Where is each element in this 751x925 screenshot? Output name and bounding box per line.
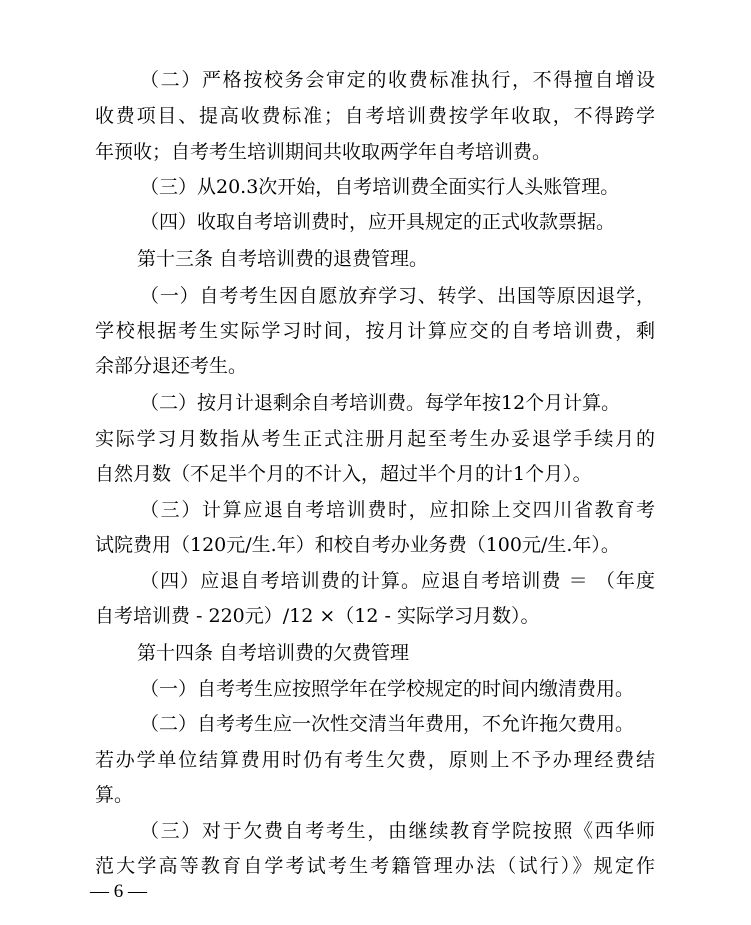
text-line: （一）自考考生应按照学年在学校规定的时间内缴清费用。 <box>140 678 635 700</box>
text-line: （二）按月计退剩余自考培训费。每学年按12个月计算。 <box>140 392 621 414</box>
text-line: （三）对于欠费自考考生，由继续教育学院按照《西华师 <box>140 820 655 842</box>
text-line: 余部分退还考生。 <box>95 355 248 377</box>
text-line: （二）严格按校务会审定的收费标准执行，不得擅自增设 <box>140 69 655 91</box>
text-line: 学校根据考生实际学习时间，按月计算应交的自考培训费，剩 <box>95 320 655 342</box>
text-line: 第十四条 自考培训费的欠费管理 <box>137 642 410 664</box>
text-line: 实际学习月数指从考生正式注册月起至考生办妥退学手续月的 <box>95 428 655 450</box>
text-line: 自然月数（不足半个月的不计入，超过半个月的计1个月）。 <box>95 463 592 485</box>
text-line: 试院费用（120元/生.年）和校自考办业务费（100元/生.年）。 <box>95 534 620 556</box>
text-line: 若办学单位结算费用时仍有考生欠费，原则上不予办理经费结 <box>95 749 655 771</box>
text-line: 收费项目、提高收费标准；自考培训费按学年收取，不得跨学 <box>95 105 655 127</box>
text-line: （三）从20.3次开始，自考培训费全面实行人头账管理。 <box>140 176 620 198</box>
text-line: 年预收；自考考生培训期间共收取两学年自考培训费。 <box>95 141 552 163</box>
text-line: （三）计算应退自考培训费时，应扣除上交四川省教育考 <box>140 499 655 521</box>
text-line: （二）自考考生应一次性交清当年费用，不允许拖欠费用。 <box>140 713 635 735</box>
text-line: （一）自考考生因自愿放弃学习、转学、出国等原因退学， <box>140 285 655 307</box>
text-line: （四）应退自考培训费的计算。应退自考培训费 ＝ （年度 <box>140 570 655 592</box>
page-number: — 6 — <box>90 881 147 902</box>
text-line: 第十三条 自考培训费的退费管理。 <box>137 248 429 270</box>
text-line: 算。 <box>95 784 134 806</box>
text-line: 范大学高等教育自学考试考生考籍管理办法（试行）》规定作 <box>95 855 655 877</box>
text-line: （四）收取自考培训费时，应开具规定的正式收款票据。 <box>140 211 616 233</box>
text-line: 自考培训费 - 220元）/12 ×（12 - 实际学习月数）。 <box>95 605 540 627</box>
